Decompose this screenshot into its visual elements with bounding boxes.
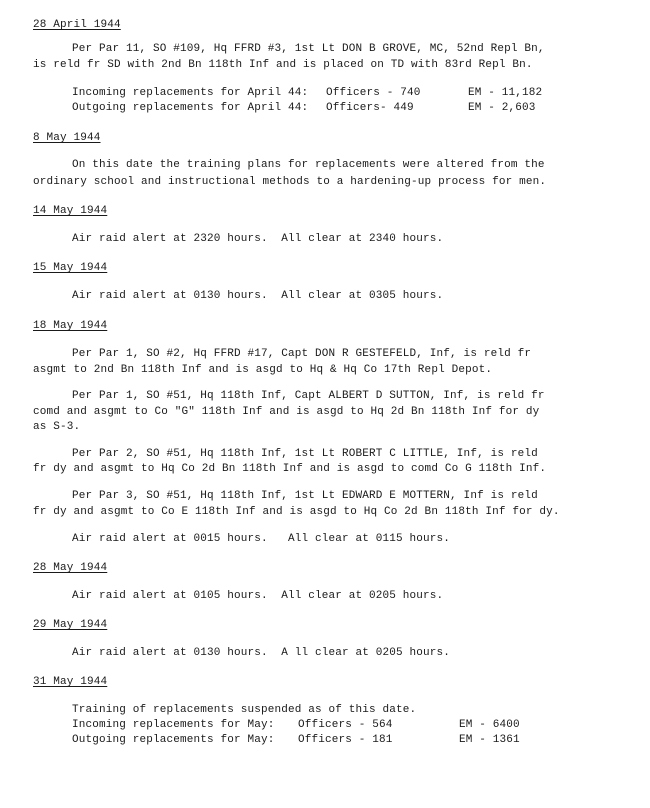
entry-date: 29 May 1944 <box>33 619 108 631</box>
stat-label: Incoming replacements for April 44: <box>72 87 309 99</box>
entry-date: 18 May 1944 <box>33 320 108 332</box>
stat-em: EM - 1361 <box>459 734 520 746</box>
stat-label: Incoming replacements for May: <box>72 719 275 731</box>
paragraph-line: Air raid alert at 0130 hours. All clear at 0305 hours. <box>72 290 444 302</box>
stat-row <box>72 733 520 808</box>
paragraph-line: comd and asgmt to Co "G" 118th Inf and is asgd to Hq 2d Bn 118th Inf for dy <box>33 406 540 418</box>
paragraph-line: On this date the training plans for replacements were altered from the <box>72 159 545 171</box>
entry-date: 14 May 1944 <box>33 205 108 217</box>
paragraph-line: Air raid alert at 0015 hours. All clear at 0115 hours. <box>72 533 451 545</box>
stat-em: EM - 2,603 <box>468 102 536 114</box>
paragraph-line: is reld fr SD with 2nd Bn 118th Inf and is placed on TD with 83rd Repl Bn. <box>33 59 533 71</box>
entry-date: 28 April 1944 <box>33 19 121 31</box>
entry-date: 28 May 1944 <box>33 562 108 574</box>
paragraph-line: Per Par 11, SO #109, Hq FFRD #3, 1st Lt DON B GROVE, MC, 52nd Repl Bn, <box>72 43 545 55</box>
paragraph-line: Per Par 1, SO #51, Hq 118th Inf, Capt ALBERT D SUTTON, Inf, is reld fr <box>72 390 545 402</box>
paragraph-line: fr dy and asgmt to Co E 118th Inf and is asgd to Hq Co 2d Bn 118th Inf for dy. <box>33 506 560 518</box>
paragraph-line: Per Par 1, SO #2, Hq FFRD #17, Capt DON R GESTEFELD, Inf, is reld fr <box>72 348 532 360</box>
stat-em: EM - 6400 <box>459 719 520 731</box>
entry-date: 15 May 1944 <box>33 262 108 274</box>
paragraph-line: Per Par 2, SO #51, Hq 118th Inf, 1st Lt ROBERT C LITTLE, Inf, is reld <box>72 448 538 460</box>
stat-label: Outgoing replacements for April 44: <box>72 102 309 114</box>
stat-em: EM - 11,182 <box>468 87 543 99</box>
paragraph-line: Training of replacements suspended as of this date. <box>72 704 417 716</box>
stat-label: Outgoing replacements for May: <box>72 734 275 746</box>
entry-date: 31 May 1944 <box>33 676 108 688</box>
paragraph-line: Air raid alert at 0130 hours. A ll clear at 0205 hours. <box>72 647 451 659</box>
entry-date: 8 May 1944 <box>33 132 101 144</box>
paragraph-line: Air raid alert at 2320 hours. All clear at 2340 hours. <box>72 233 444 245</box>
paragraph-line: fr dy and asgmt to Hq Co 2d Bn 118th Inf and is asgd to comd Co G 118th Inf. <box>33 463 547 475</box>
paragraph-line: Air raid alert at 0105 hours. All clear at 0205 hours. <box>72 590 444 602</box>
paragraph-line: asgmt to 2nd Bn 118th Inf and is asgd to Hq & Hq Co 17th Repl Depot. <box>33 364 493 376</box>
stat-officers: Officers- 449 <box>326 102 414 114</box>
stat-officers: Officers - 181 <box>298 734 393 746</box>
stat-officers: Officers - 740 <box>326 87 421 99</box>
paragraph-line: Per Par 3, SO #51, Hq 118th Inf, 1st Lt EDWARD E MOTTERN, Inf is reld <box>72 490 538 502</box>
stat-officers: Officers - 564 <box>298 719 393 731</box>
paragraph-line: ordinary school and instructional methods to a hardening-up process for men. <box>33 176 547 188</box>
paragraph-line: as S-3. <box>33 421 81 433</box>
